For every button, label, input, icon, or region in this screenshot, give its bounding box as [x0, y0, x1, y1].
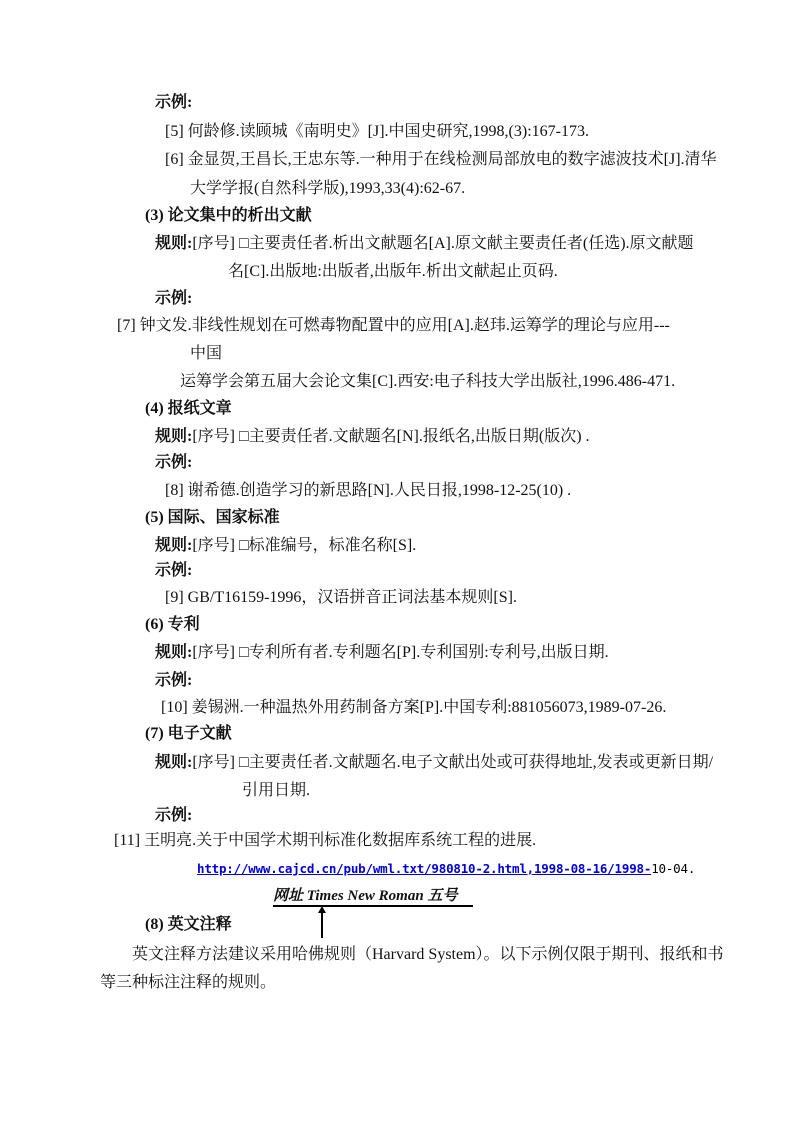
section-5-heading: (5) 国际、国家标准	[145, 509, 280, 526]
section-4-heading: (4) 报纸文章	[145, 400, 232, 417]
rule-label: 规则:	[155, 537, 193, 554]
rule-text-6: [序号] □专利所有者.专利题名[P].专利国别:专利号,出版日期.	[192, 644, 609, 661]
example-label: 示例:	[155, 290, 193, 307]
harvard-paragraph-line1: 英文注释方法建议采用哈佛规则（Harvard System）。以下示例仅限于期刊、报纸和书	[132, 946, 724, 963]
example-label: 示例:	[155, 454, 193, 471]
reference-item-6-line2: 大学学报(自然科学版),1993,33(4):62-67.	[190, 180, 466, 197]
up-arrow-icon	[315, 906, 329, 939]
reference-item-7-line1: [7] 钟文发.非线性规划在可燃毒物配置中的应用[A].赵玮.运筹学的理论与应用---	[117, 317, 670, 334]
example-label: 示例:	[155, 672, 193, 689]
url-link[interactable]: http://www.cajcd.cn/pub/wml.txt/980810-2.html,1998-08-16/1998-	[197, 861, 652, 876]
font-annotation-line	[273, 886, 473, 906]
reference-item-6-line1: [6] 金显贺,王昌长,王忠东等.一种用于在线检测局部放电的数字滤波技术[J].清华	[165, 151, 717, 168]
rule-label: 规则:	[155, 754, 193, 771]
arrow-head	[318, 906, 326, 913]
rule-line-6	[155, 643, 609, 663]
rule-text-7: [序号] □主要责任者.文献题名.电子文献出处或可获得地址,发表或更新日期/	[192, 754, 714, 771]
rule-line-7	[155, 753, 713, 773]
rule-line-5	[155, 536, 416, 556]
reference-item-7-line3: 运筹学会第五届大会论文集[C].西安:电子科技大学出版社,1996.486-471.	[180, 373, 676, 390]
reference-item-5: [5] 何龄修.读顾城《南明史》[J].中国史研究,1998,(3):167-173.	[165, 123, 589, 140]
url-line	[197, 860, 695, 878]
reference-item-10: [10] 姜锡洲.一种温热外用药制备方案[P].中国专利:881056073,1989-07-26.	[161, 699, 667, 716]
reference-item-7-line2: 中国	[190, 345, 223, 362]
rule-label: 规则:	[155, 644, 193, 661]
harvard-paragraph-line2: 等三种标注注释的规则。	[100, 974, 277, 991]
rule-text-3: [序号] □主要责任者.析出文献题名[A].原文献主要责任者(任选).原文献题	[192, 235, 694, 252]
rule-text-4: [序号] □主要责任者.文献题名[N].报纸名,出版日期(版次) .	[192, 428, 590, 445]
font-annotation: 网址 Times New Roman 五号	[273, 888, 473, 907]
example-label: 示例:	[155, 562, 193, 579]
rule-label: 规则:	[155, 428, 193, 445]
rule-text-5: [序号] □标准编号，标准名称[S].	[192, 537, 417, 554]
section-6-heading: (6) 专利	[145, 616, 200, 633]
url-tail-text: 10-04.	[651, 861, 696, 876]
example-label: 示例:	[155, 807, 193, 824]
section-7-heading: (7) 电子文献	[145, 725, 232, 742]
section-8-heading: (8) 英文注释	[145, 916, 232, 933]
rule-line-4	[155, 427, 590, 447]
reference-item-8: [8] 谢希德.创造学习的新思路[N].人民日报,1998-12-25(10) .	[165, 482, 572, 499]
rule-line-3	[155, 234, 694, 254]
section-3-heading: (3) 论文集中的析出文献	[145, 207, 312, 224]
rule-label: 规则:	[155, 235, 193, 252]
reference-item-9: [9] GB/T16159-1996，汉语拼音正词法基本规则[S].	[165, 589, 517, 606]
example-label: 示例:	[155, 94, 193, 111]
reference-item-11: [11] 王明亮.关于中国学术期刊标准化数据库系统工程的进展.	[114, 832, 537, 849]
rule-line-7-cont: 引用日期.	[242, 782, 311, 799]
arrow-shaft	[321, 913, 323, 938]
rule-line-3-cont: 名[C].出版地:出版者,出版年.析出文献起止页码.	[228, 263, 558, 280]
